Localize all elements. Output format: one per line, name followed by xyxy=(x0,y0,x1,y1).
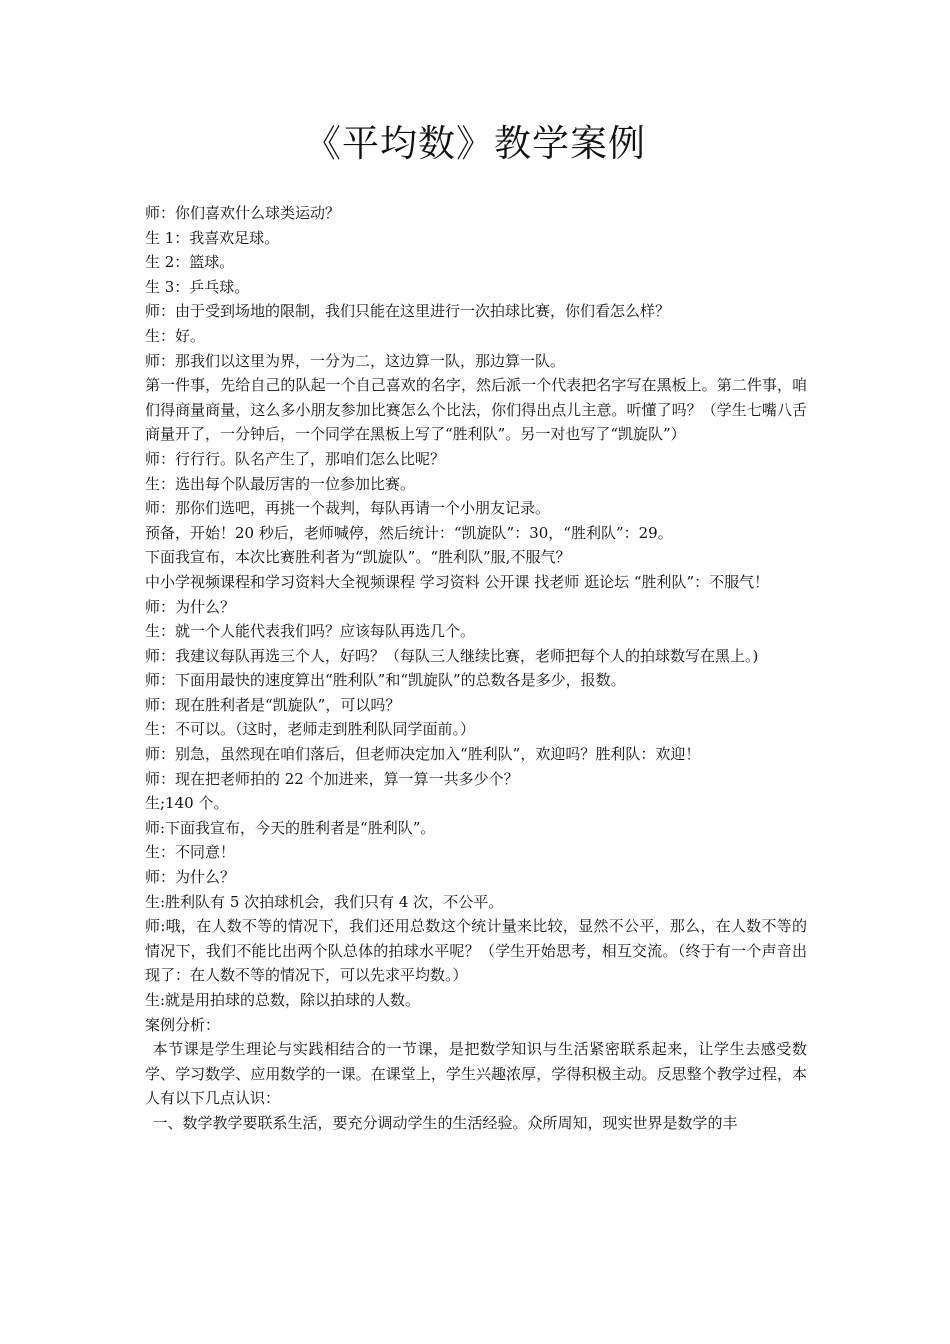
paragraph: 师:下面我宣布，今天的胜利者是“胜利队”。 xyxy=(145,818,436,837)
paragraph: 生:就是用拍球的总数，除以拍球的人数。 xyxy=(145,991,421,1009)
paragraph: 生：选出每个队最厉害的一位参加比赛。 xyxy=(145,474,416,493)
paragraph: 生 3：乒乓球。 xyxy=(145,277,250,296)
paragraph: 师：我建议每队再选三个人，好吗？（每队三人继续比赛，老师把每个人的拍球数写在黑上。) xyxy=(145,646,759,665)
paragraph: 师：你们喜欢什么球类运动？ xyxy=(145,204,341,222)
paragraph: 生;140 个。 xyxy=(145,794,229,813)
paragraph: 下面我宣布，本次比赛胜利者为“凯旋队”。“胜利队”服,不服气？ xyxy=(145,548,571,567)
paragraph: 师：别急，虽然现在咱们落后，但老师决定加入“胜利队”，欢迎吗？胜利队：欢迎！ xyxy=(145,745,701,764)
section-heading: 案例分析： xyxy=(145,1015,221,1034)
paragraph: 师：下面用最快的速度算出“胜利队”和“凯旋队”的总数各是多少，报数。 xyxy=(145,671,626,690)
paragraph: 师：行行行。队名产生了，那咱们怎么比呢？ xyxy=(145,449,446,468)
paragraph: 师：由于受到场地的限制，我们只能在这里进行一次拍球比赛，你们看怎么样？ xyxy=(145,302,671,321)
paragraph: 师：为什么？ xyxy=(145,597,236,616)
paragraph: 第一件事，先给自己的队起一个自己喜欢的名字，然后派一个代表把名字写在黑板上。第二件事，咱们得商量商量，这么多小朋友参加比赛怎么个比法，你们得出点儿主意。听懂了吗？（学生七嘴八舌商量开了，一分钟后，一个同学在黑板上写了“胜利队”。另一对也写了“凯旋队”） xyxy=(145,376,807,444)
paragraph: 师：现在把老师拍的 22 个加进来，算一算一共多少个？ xyxy=(145,769,519,788)
paragraph: 生：不同意！ xyxy=(145,843,236,862)
paragraph: 生 2：篮球。 xyxy=(145,253,235,272)
paragraph: 中小学视频课程和学习资料大全视频课程 学习资料 公开课 找老师 逛论坛 “胜利队”：不服气！ xyxy=(145,572,770,591)
paragraph: 生 1：我喜欢足球。 xyxy=(145,228,280,247)
paragraph: 师：为什么？ xyxy=(145,868,236,887)
document-title: 《平均数》教学案例 xyxy=(304,122,646,165)
paragraph: 一、数学教学要联系生活，要充分调动学生的生活经验。众所周知，现实世界是数学的丰 xyxy=(152,1113,738,1132)
paragraph: 师：那我们以这里为界，一分为二，这边算一队，那边算一队。 xyxy=(145,351,566,370)
paragraph: 预备，开始！20 秒后，老师喊停，然后统计：“凯旋队”：30，“胜利队”：29。 xyxy=(145,523,673,542)
paragraph: 生：好。 xyxy=(145,326,206,345)
paragraph: 师:哦，在人数不等的情况下，我们还用总数这个统计量来比较，显然不公平，那么，在人数不等的情况下，我们不能比出两个队总体的拍球水平呢？（学生开始思考，相互交流。（终于有一个声音出现了：在人数不等的情况下，可以先求平均数。） xyxy=(145,917,807,985)
paragraph: 师：那你们选吧，再挑一个裁判，每队再请一个小朋友记录。 xyxy=(145,499,551,518)
paragraph: 生：就一个人能代表我们吗？应该每队再选几个。 xyxy=(145,622,476,641)
paragraph: 师：现在胜利者是“凯旋队”，可以吗？ xyxy=(145,695,401,714)
paragraph: 生:胜利队有 5 次拍球机会，我们只有 4 次，不公平。 xyxy=(145,892,504,911)
paragraph: 本节课是学生理论与实践相结合的一节课，是把数学知识与生活紧密联系起来，让学生去感受数学、学习数学、应用数学的一课。在课堂上，学生兴趣浓厚，学得积极主动。反思整个教学过程，本人有以下几点认识： xyxy=(145,1040,807,1108)
paragraph: 生：不可以。（这时，老师走到胜利队同学面前。） xyxy=(145,720,476,739)
document-body xyxy=(145,201,807,1136)
